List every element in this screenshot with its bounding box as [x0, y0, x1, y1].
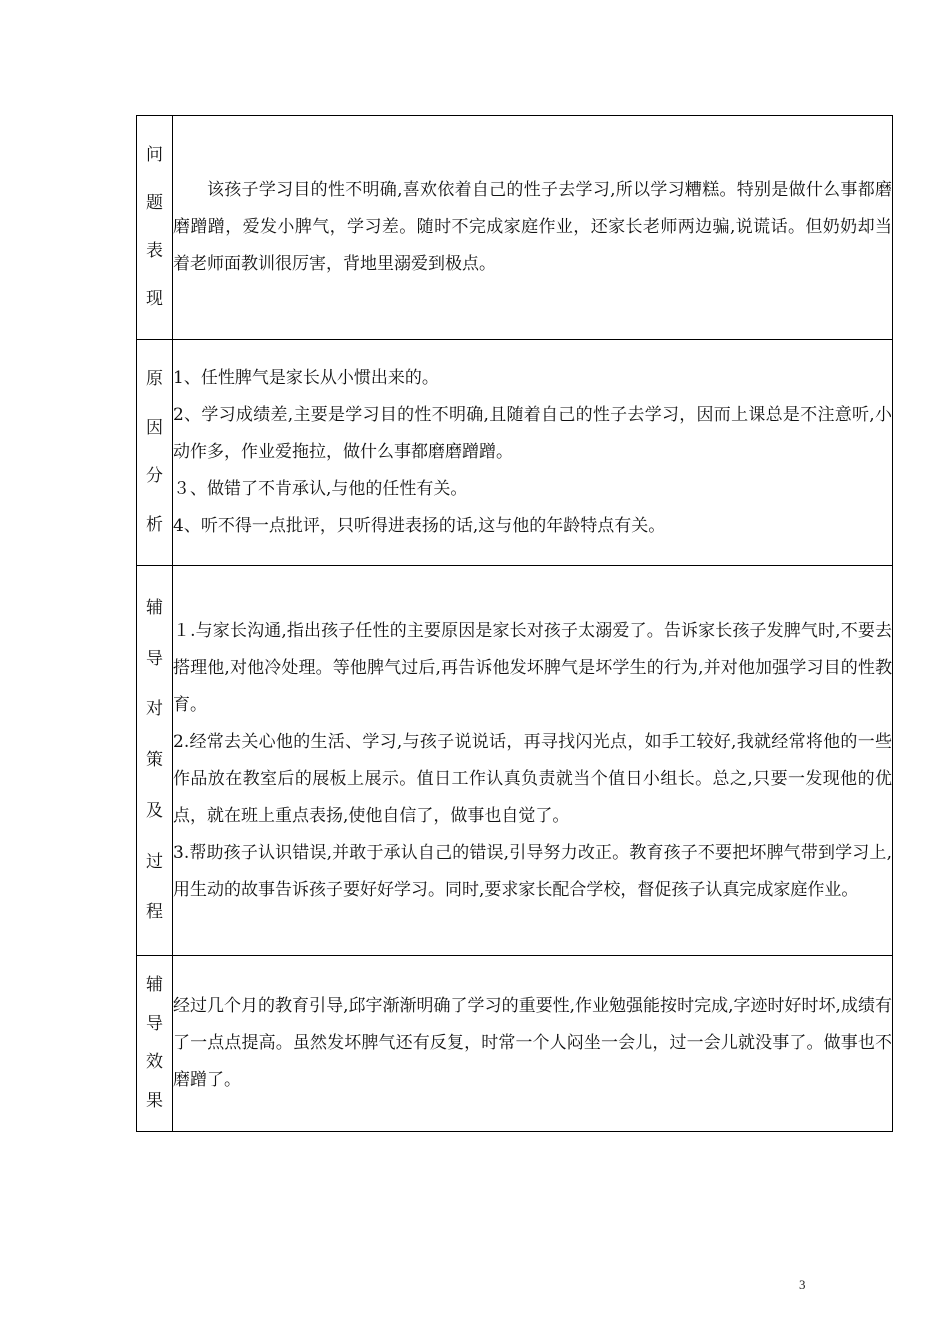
row-label-problem [137, 116, 172, 339]
row-label-effect [137, 956, 172, 1131]
row-label-strategy [137, 566, 172, 955]
row-label-cell [137, 956, 173, 1132]
row-content-cell [173, 116, 893, 340]
label-char: 析 [146, 514, 163, 535]
table-row-problem [137, 116, 893, 340]
counseling-record-table [136, 115, 893, 1132]
table-row-effect [137, 956, 893, 1132]
row-label-cause [137, 340, 172, 565]
cause-item: ３、做错了不肯承认,与他的任性有关。 [173, 479, 468, 499]
label-char: 分 [146, 466, 163, 487]
label-char: 原 [146, 369, 163, 390]
table-row-strategy [137, 566, 893, 956]
effect-paragraph: 经过几个月的教育引导,邱宇渐渐明确了学习的重要性,作业勉强能按时完成,字迹时好时坏,成绩有了一点点提高。虽然发坏脾气还有反复，时常一个人闷坐一会儿，过一会儿就没事了。做事也不磨蹭了。 [173, 996, 892, 1090]
label-char: 问 [146, 145, 163, 165]
label-char: 导 [146, 648, 163, 669]
page-number: 3 [799, 1277, 806, 1292]
cause-item: 1、任性脾气是家长从小惯出来的。 [173, 368, 439, 388]
row-content-cell [173, 956, 893, 1132]
table-row-cause [137, 340, 893, 566]
cause-item: 2、学习成绩差,主要是学习目的性不明确,且随着自己的性子去学习，因而上课总是不注意听,小动作多，作业爱拖拉，做什么事都磨磨蹭蹭。 [173, 405, 892, 462]
label-char: 过 [146, 851, 163, 872]
strategy-item: １.与家长沟通,指出孩子任性的主要原因是家长对孩子太溺爱了。告诉家长孩子发脾气时,不要去搭理他,对他冷处理。等他脾气过后,再告诉他发坏脾气是坏学生的行为,并对他加强学习目的性教育。 [173, 620, 892, 715]
row-label-cell [137, 116, 173, 340]
label-char: 对 [146, 699, 163, 720]
label-char: 辅 [146, 597, 163, 618]
label-char: 果 [146, 1090, 163, 1111]
strategy-item: 3.帮助孩子认识错误,并敢于承认自己的错误,引导努力改正。教育孩子不要把坏脾气带到学习上,用生动的故事告诉孩子要好好学习。同时,要求家长配合学校，督促孩子认真完成家庭作业。 [173, 842, 892, 900]
label-char: 题 [146, 193, 163, 213]
cause-item: 4、听不得一点批评，只听得进表扬的话,这与他的年龄特点有关。 [173, 516, 666, 536]
label-char: 程 [146, 902, 163, 923]
problem-paragraph: 该孩子学习目的性不明确,喜欢依着自己的性子去学习,所以学习糟糕。特别是做什么事都磨磨蹭蹭，爱发小脾气，学习差。随时不完成家庭作业，还家长老师两边骗,说谎话。但奶奶却当着老师面教训很厉害，背地里溺爱到极点。 [173, 180, 892, 274]
row-label-cell [137, 340, 173, 566]
label-char: 及 [146, 800, 163, 821]
row-content-cell [173, 566, 893, 956]
label-char: 策 [146, 750, 163, 770]
label-char: 效 [146, 1052, 163, 1073]
label-char: 表 [146, 241, 163, 261]
label-char: 因 [146, 417, 163, 438]
strategy-item: 2.经常去关心他的生活、学习,与孩子说说话，再寻找闪光点，如手工较好,我就经常将他的一些作品放在教室后的展板上展示。值日工作认真负责就当个值日小组长。总之,只要一发现他的优点，就在班上重点表扬,使他自信了，做事也自觉了。 [173, 731, 892, 826]
label-char: 现 [146, 289, 163, 309]
row-content-cell [173, 340, 893, 566]
label-char: 导 [146, 1013, 163, 1034]
label-char: 辅 [146, 975, 163, 996]
row-label-cell [137, 566, 173, 956]
